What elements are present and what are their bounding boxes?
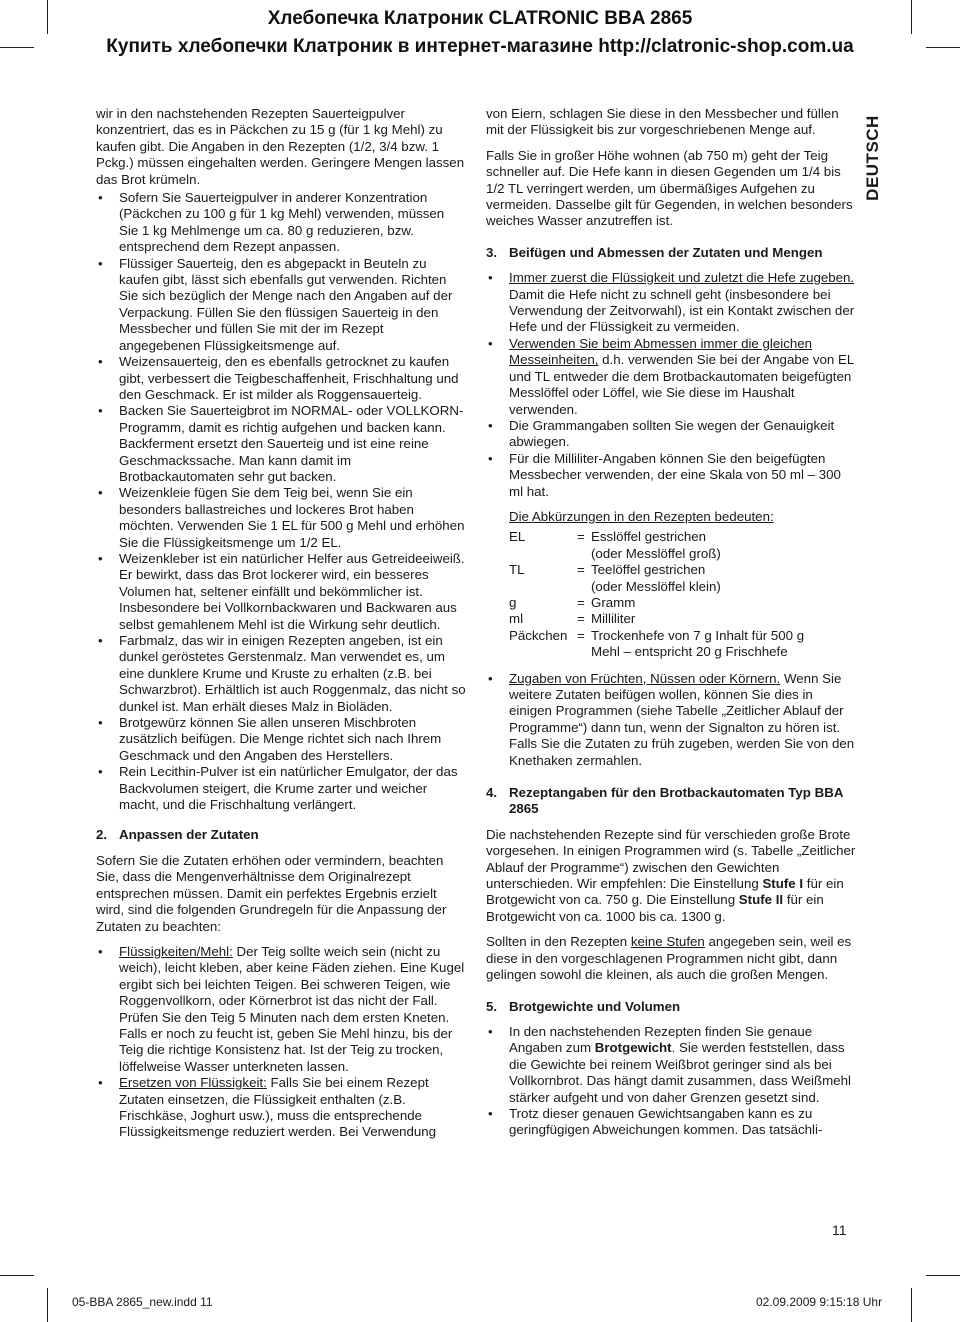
text-run: Sollten in den Rezepten (486, 934, 631, 950)
section-title: Rezeptangaben für den Brotbackautomaten Typ BBA 2865 (509, 785, 843, 817)
list-item: • Weizenkleie fügen Sie dem Teig bei, wenn Sie ein besonders ballastreiches und lockeres Brot haben möchten. Verwenden Sie 1 EL für 500 g Mehl und erhöhen Sie die Flüssigkeitsmenge um 1/2 EL. (96, 485, 466, 551)
item-text: Wenn Sie weitere Zutaten beifügen wollen, können Sie dies in einigen Programmen (siehe Tabelle „Zeitlicher Ablauf der Programme“) dann tun, wenn der Signalton zu hören ist. Falls Sie die Zutaten zu früh zugeben, werden Sie von den Knethaken zermahlen. (509, 670, 855, 768)
section-title: Brotgewichte und Volumen (509, 998, 681, 1014)
bullet-list (96, 190, 466, 813)
bullet-list (486, 1024, 856, 1139)
paragraph (486, 934, 856, 983)
bold-term: Stufe I (762, 876, 804, 892)
section-number: 2. (96, 827, 108, 843)
abbr-key: TL (509, 562, 525, 578)
section-heading (486, 999, 856, 1015)
section-heading (96, 827, 466, 843)
section-title: Beifügen und Abmessen der Zutaten und Mengen (509, 244, 823, 260)
list-item: • Die Grammangaben sollten Sie wegen der Genauigkeit abwiegen. (486, 418, 856, 451)
bold-term: Stufe II (738, 892, 784, 908)
section-number: 5. (486, 998, 498, 1014)
abbr-value: Esslöffel gestrichen (591, 529, 707, 545)
crop-mark (926, 1275, 960, 1276)
header-title: Хлебопечка Клатроник CLATRONIC BBA 2865 (267, 8, 693, 29)
crop-mark (911, 1288, 912, 1322)
abbr-key (509, 579, 577, 595)
item-text: d.h. verwenden Sie bei der Angabe von EL und TL entweder die dem Brotbackautomaten beigefügten Messlöffel oder Löffel, wie Sie diese im Haushalt verwenden. (509, 352, 854, 417)
abbr-value: (oder Messlöffel groß) (591, 545, 721, 561)
paragraph (486, 827, 856, 925)
page-number: 11 (832, 1222, 847, 1238)
abbr-equals: = (577, 529, 585, 545)
list-item (486, 1024, 856, 1106)
paragraph: Sofern Sie die Zutaten erhöhen oder vermindern, beachten Sie, dass die Mengenverhältnisse dem Originalrezept entsprechen müssen. Damit ein perfektes Ergebnis erzielt wird, sind die folgenden Grundregeln für die Anpassung der Zutaten zu beachten: (96, 852, 447, 934)
underlined-term: Ersetzen von Flüssigkeit: (119, 1075, 267, 1091)
abbr-value: Trockenhefe von 7 g Inhalt für 500 g (591, 627, 805, 643)
abbr-equals (577, 546, 591, 562)
crop-mark (0, 1275, 34, 1276)
abbr-equals: = (577, 627, 585, 643)
section-title: Anpassen der Zutaten (119, 827, 259, 843)
text-run: für ein Brotgewicht von ca. 750 g. Die Einstellung (486, 876, 844, 908)
list-item: • Weizensauerteig, den es ebenfalls getrocknet zu kaufen gibt, verbessert die Teigbeschaffenheit, Frischhaltung und den Geschmack. Er ist milder als Roggensauerteig. (96, 354, 466, 403)
list-item: • Brotgewürz können Sie allen unseren Mischbroten zusätzlich beifügen. Die Menge richtet sich nach Ihrem Geschmack und den Angaben des Herstellers. (96, 715, 466, 764)
underlined-term: Verwenden Sie beim Abmessen immer die gleichen Messeinheiten, (509, 335, 813, 368)
paragraph: wir in den nachstehenden Rezepten Sauerteigpulver konzentriert, das es in Päckchen zu 15 g (für 1 kg Mehl) zu kaufen gibt. Die Angaben in den Rezepten (1/2, 3/4 bzw. 1 Pckg.) müssen eingehalten werden. Geringere Mengen lassen das Brot krümeln. (96, 106, 465, 187)
abbr-value: Mehl – entspricht 20 g Frischhefe (591, 644, 788, 660)
abbr-key (509, 546, 577, 562)
list-item: • Sofern Sie Sauerteigpulver in anderer Konzentration (Päckchen zu 100 g für 1 kg Mehl) verwenden, müssen Sie 1 kg Mehlmenge um ca. 80 g reduzieren, bzw. entsprechend dem Rezept anpassen. (96, 190, 466, 256)
list-item (486, 270, 856, 336)
abbr-equals: = (577, 611, 585, 627)
list-item (96, 1075, 466, 1141)
section-heading (486, 245, 856, 261)
text-run: angegeben sein, weil es diese in den vorgeschlagenen Programmen nicht gibt, dann gelingen sowohl die kleinen, als auch die großen Mengen. (486, 934, 852, 983)
abbr-value: (oder Messlöffel klein) (591, 578, 721, 594)
bullet-list (486, 671, 856, 769)
abbreviations-title: Die Abkürzungen in den Rezepten bedeuten: (509, 508, 774, 524)
list-item (486, 671, 856, 769)
abbr-key: EL (509, 529, 526, 545)
abbr-equals (577, 644, 591, 660)
abbr-key: Päckchen (509, 627, 568, 643)
abbr-equals: = (577, 594, 585, 610)
paragraph: von Eiern, schlagen Sie diese in den Messbecher und füllen mit der Flüssigkeit bis zur vorgeschriebenen Menge auf. (486, 106, 839, 138)
list-item: • Farbmalz, das wir in einigen Rezepten angeben, ist ein dunkel geröstetes Gerstenmalz. Man verwendet es, um eine dunklere Krume und Kruste zu erhalten (z.B. bei Schwarzbrot). Erhältlich ist auch Roggenmalz, das nicht so dunkel ist. Man erhält dieses Malz in Bioläden. (96, 633, 466, 715)
list-item: • Weizenkleber ist ein natürlicher Helfer aus Getreideeiweiß. Er bewirkt, dass das Brot lockerer wird, ein besseres Volumen hat, seltener einfällt und bekömmlicher ist. Insbesondere bei Vollkornbackwaren und Backwaren aus selbst gemahlenem Mehl ist die Wirkung sehr deutlich. (96, 551, 466, 633)
language-side-tab (858, 110, 888, 206)
abbr-equals (577, 579, 591, 595)
list-item: • Für die Milliliter-Angaben können Sie den beigefügten Messbecher verwenden, der eine Skala von 50 ml – 300 ml hat. (486, 451, 856, 500)
bullet-list (486, 270, 856, 500)
list-item: • Trotz dieser genauen Gewichtsangaben kann es zu geringfügigen Abweichungen kommen. Das tatsächli- (486, 1106, 856, 1139)
underlined-term: Flüssigkeiten/Mehl: (119, 943, 233, 959)
abbr-value: Milliliter (591, 611, 636, 627)
abbr-key (509, 644, 577, 660)
underlined-term: keine Stufen (630, 934, 705, 950)
footer-file-info: 05-BBA 2865_new.indd 11 (72, 1295, 213, 1309)
text-run: . Sie werden feststellen, dass die Gewichte bei reinem Weißbrot geringer sind als bei Vollkornbrot. Das hängt damit zusammen, dass Weißmehl stärker aufgeht und von daher Grenzen gesetzt sind. (509, 1040, 851, 1105)
abbr-equals: = (577, 562, 585, 578)
abbreviations-table (509, 529, 856, 660)
abbr-key: g (509, 594, 517, 610)
list-item (486, 336, 856, 418)
abbr-key: ml (509, 611, 524, 627)
bullet-list (96, 944, 466, 1141)
list-item: • Backen Sie Sauerteigbrot im NORMAL- oder VOLLKORN-Programm, damit es richtig aufgehen und backen kann. Backferment ersetzt den Sauerteig und ist eine reine Geschmackssache. Man kann damit im Brotbackautomaten sehr gut backen. (96, 403, 466, 485)
footer-timestamp: 02.09.2009 9:15:18 Uhr (756, 1295, 883, 1309)
section-number: 3. (486, 244, 498, 260)
item-text: Der Teig sollte weich sein (nicht zu weich), leicht kleben, aber keine Fäden ziehen. Eine Kugel ergibt sich bei leichten Teigen. Bei schweren Teigen, wie Roggenvollkorn, oder Körnerbrot ist das nicht der Fall. Prüfen Sie den Teig 5 Minuten nach dem ersten Kneten. Falls er noch zu feucht ist, geben Sie Mehl hinzu, bis der Teig die richtige Konsistenz hat. Ist der Teig zu trocken, löffelweise Wasser unterkneten lassen. (119, 943, 465, 1074)
item-text: Damit die Hefe nicht zu schnell geht (insbesondere bei Verwendung der Zeitvorwahl), ist ein Kontakt zwischen der Hefe und der Flüssigkeit zu vermeiden. (509, 286, 855, 335)
list-item (96, 944, 466, 1075)
bold-term: Brotgewicht (594, 1040, 672, 1056)
underlined-term: Immer zuerst die Flüssigkeit und zuletzt die Hefe zugeben. (509, 270, 855, 286)
underlined-term: Zugaben von Früchten, Nüssen oder Körnern. (509, 670, 781, 686)
item-text: Falls Sie bei einem Rezept Zutaten einsetzen, die Flüssigkeit enthalten (z.B. Frischkäse, Joghurt usw.), muss die entsprechende Flüssigkeitsmenge reduziert werden. Bei Verwendung (119, 1075, 437, 1140)
abbr-value: Gramm (591, 594, 636, 610)
text-run: für ein Brotgewicht von ca. 1000 bis ca. 1300 g. (486, 892, 824, 924)
list-item: • Rein Lecithin-Pulver ist ein natürlicher Emulgator, der das Backvolumen steigert, die Krume zarter und weicher macht, und die Frischhaltung verlängert. (96, 764, 466, 813)
crop-mark (47, 1288, 48, 1322)
paragraph: Falls Sie in großer Höhe wohnen (ab 750 m) geht der Teig schneller auf. Die Hefe kann in diesen Gegenden um 1/4 bis 1/2 TL verringert werden, um übermäßiges Aufgehen zu vermeiden. Dasselbe gilt für Gegenden, in welchen besonders weiches Wasser anzutreffen ist. (486, 147, 853, 229)
left-column (96, 106, 466, 1141)
right-column (486, 106, 856, 1139)
section-number: 4. (486, 785, 498, 801)
language-label: DEUTSCH (863, 115, 882, 201)
list-item: • Flüssiger Sauerteig, den es abgepackt in Beuteln zu kaufen gibt, lässt sich ebenfalls gut verwenden. Richten Sie sich bezüglich der Menge nach den Angaben auf der Verpackung. Füllen Sie den flüssigen Sauerteig in den Messbecher und füllen Sie mit der im Rezept angegebenen Flüssigkeitsmenge auf. (96, 256, 466, 354)
text-run: In den nachstehenden Rezepten finden Sie genaue Angaben zum (509, 1023, 813, 1056)
header-subtitle-link[interactable]: Купить хлебопечки Клатроник в интернет-магазине http://clatronic-shop.com.ua (106, 36, 854, 57)
abbr-value: Teelöffel gestrichen (591, 562, 706, 578)
text-run: Die nachstehenden Rezepte sind für verschieden große Brote vorgesehen. In einigen Programmen wird (s. Tabelle „Zeitlicher Ablauf der Programme“) zwischen den Gewichten unterschieden. Wir empfehlen: Die Einstellung (486, 826, 856, 892)
section-heading (486, 785, 856, 818)
